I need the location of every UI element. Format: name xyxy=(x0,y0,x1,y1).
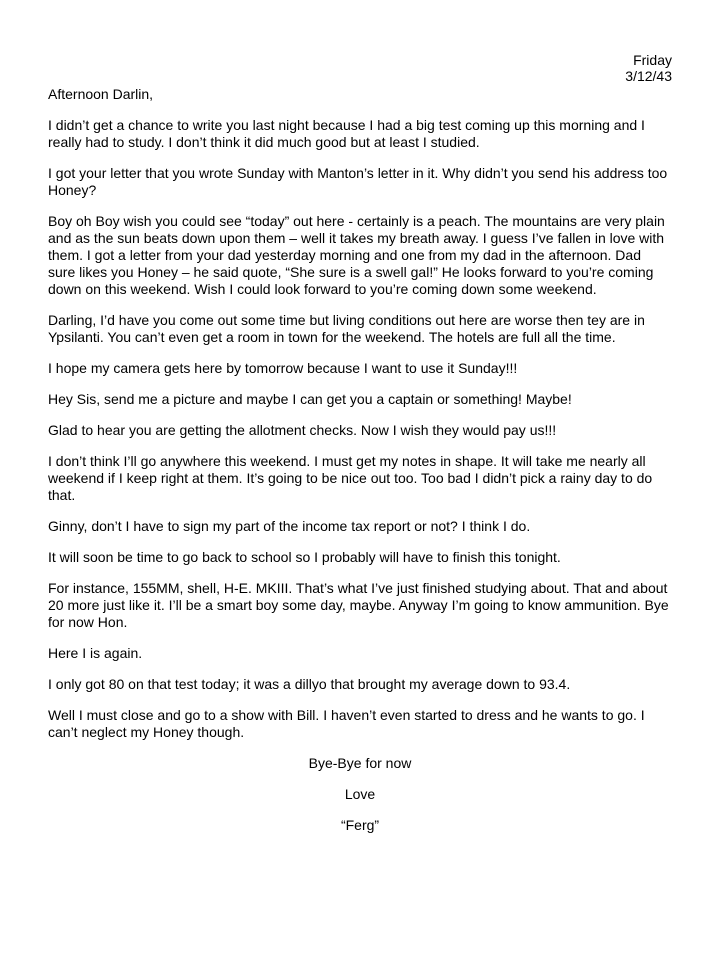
paragraph-3: Boy oh Boy wish you could see “today” out here - certainly is a peach. The mountains are very plain and as the sun beats down upon them – well it takes my breath away. I guess I’ve fallen in love with them. I got a letter from your dad yesterday morning and one from my dad in the afternoon. Dad sure likes you Honey – he said quote, “She sure is a swell gal!” He looks forward to you’re coming down on this weekend. Wish I could look forward to you’re coming down some weekend. xyxy=(48,213,665,297)
paragraph-6: Hey Sis, send me a picture and maybe I can get you a captain or something! Maybe! xyxy=(48,391,572,407)
letter-date: 3/12/43 xyxy=(625,68,672,84)
paragraph-1: I didn’t get a chance to write you last night because I had a big test coming up this morning and I really had to study. I don’t think it did much good but at least I studied. xyxy=(48,117,645,150)
paragraph-14: Well I must close and go to a show with Bill. I haven’t even started to dress and he wants to go. I can’t neglect my Honey though. xyxy=(48,707,645,740)
paragraph-12: Here I is again. xyxy=(48,645,143,661)
paragraph-8: I don’t think I’ll go anywhere this weekend. I must get my notes in shape. It will take me nearly all weekend if I keep right at them. It’s going to be nice out too. Too bad I didn’t pick a rainy day to do that. xyxy=(48,453,653,503)
closing-farewell: Bye-Bye for now xyxy=(308,755,412,771)
paragraph-4: Darling, I’d have you come out some time but living conditions out here are worse then tey are in Ypsilanti. You can’t even get a room in town for the weekend. The hotels are full all the time. xyxy=(48,312,645,345)
paragraph-10: It will soon be time to go back to school so I probably will have to finish this tonight. xyxy=(48,549,561,565)
closing-love: Love xyxy=(344,786,376,802)
paragraph-2: I got your letter that you wrote Sunday with Manton’s letter in it. Why didn’t you send his address too Honey? xyxy=(48,165,668,198)
paragraph-5: I hope my camera gets here by tomorrow because I want to use it Sunday!!! xyxy=(48,360,518,376)
letter-page xyxy=(48,52,672,834)
paragraph-7: Glad to hear you are getting the allotment checks. Now I wish they would pay us!!! xyxy=(48,422,557,438)
paragraph-9: Ginny, don’t I have to sign my part of the income tax report or not? I think I do. xyxy=(48,518,531,534)
dateline xyxy=(48,52,672,84)
salutation: Afternoon Darlin, xyxy=(48,86,154,102)
paragraph-13: I only got 80 on that test today; it was a dillyo that brought my average down to 93.4. xyxy=(48,676,571,692)
letter-day: Friday xyxy=(633,52,672,68)
signature: “Ferg” xyxy=(340,817,380,833)
paragraph-11: For instance, 155MM, shell, H-E. MKIII. That’s what I’ve just finished studying about. That and about 20 more just like it. I’ll be a smart boy some day, maybe. Anyway I’m going to know ammunition. Bye for now Hon. xyxy=(48,580,669,630)
